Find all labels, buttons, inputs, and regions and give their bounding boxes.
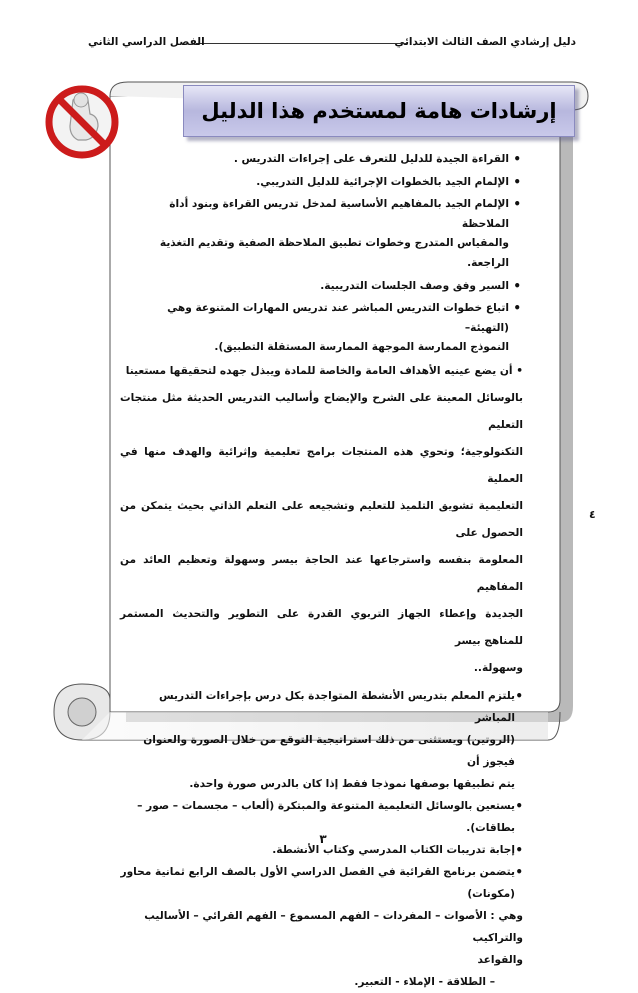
list-item: • القراءة الجيدة للدليل للتعرف على إجراءات التدريس . — [120, 150, 523, 170]
list-item: • السير وفق وصف الجلسات التدريبية. — [120, 277, 523, 297]
no-sign-hand-icon — [40, 78, 124, 162]
side-number: ٤ — [589, 508, 596, 521]
objectives-paragraph: • أن يضع عينيه الأهداف العامة والخاصة للمادة ويبذل جهده لتحقيقها مستعينا بالوسائل المعينة على الشرح والإيضاح وأساليب التدريس الحديثة مثل منتجات التعليم التكنولوجية؛ وتحوي هذه المنتجات برامج تعليمية وإثرائية والهدف منها في العملية التعليمية تشويق التلميذ للتعليم وتشجيعه على التعلم الذاتي بحيث يتمكن من الحصول على المعلومة بنفسه واسترجاعها عند الحاجة بيسر وسهولة وتعظيم العائد من المفاهيم الجديدة وإعطاء الجهاز التربوي القدرة على التطوير والتحديث المستمر للمناهج بيسر وسهولة.. — [120, 364, 523, 674]
guide-content — [120, 150, 523, 993]
title-banner — [183, 85, 575, 137]
page-title: إرشادات هامة لمستخدم هذا الدليل — [201, 99, 557, 123]
components-line: – الطلاقة - الإملاء - التعبير. — [354, 975, 495, 988]
header-guide-title: دليل إرشادي الصف الثالث الابتدائي — [394, 36, 576, 48]
components-line: والقواعد — [477, 953, 523, 966]
list-item: • الإلمام الجيد بالخطوات الإجرائية للدليل التدريبي. — [120, 173, 523, 193]
list-item: • اتباع خطوات التدريس المباشر عند تدريس المهارات المتنوعة وهي (التهيئة– النموذج الممارسة الموجهة الممارسة المستقلة التطبيق). — [120, 299, 523, 358]
header-semester: الفصل الدراسي الثاني — [88, 36, 205, 48]
list-item: • يلتزم المعلم بتدريس الأنشطة المتواجدة بكل درس بإجراءات التدريس المباشر (الروتين) ويستثنى من ذلك استراتيجية التوقع من خلال الصورة والعنوان فيجوز أن يتم تطبيقها بوصفها نموذجا فقط إذا كان بالدرس صورة واحدة. — [120, 685, 523, 795]
list-item: • الإلمام الجيد بالمفاهيم الأساسية لمدخل تدريس القراءة وبنود أداة الملاحظة والمقياس المتدرج وخطوات تطبيق الملاحظة الصفية وتقديم التغذية الراجعة. — [120, 195, 523, 273]
list-item: • إجابة تدريبات الكتاب المدرسي وكتاب الأنشطة. — [120, 839, 523, 861]
list-item: • يتضمن برنامج القرائية في الفصل الدراسي الأول بالصف الرابع ثمانية محاور (مكونات) — [120, 861, 523, 905]
list-item: • يستعين بالوسائل التعليمية المتنوعة والمبتكرة (ألعاب – مجسمات – صور – بطاقات). — [120, 795, 523, 839]
page-number: ٣ — [319, 832, 327, 846]
components-line: وهي : الأصوات – المفردات – الفهم المسموع – الفهم القرائي – الأساليب والتراكيب — [144, 909, 523, 944]
